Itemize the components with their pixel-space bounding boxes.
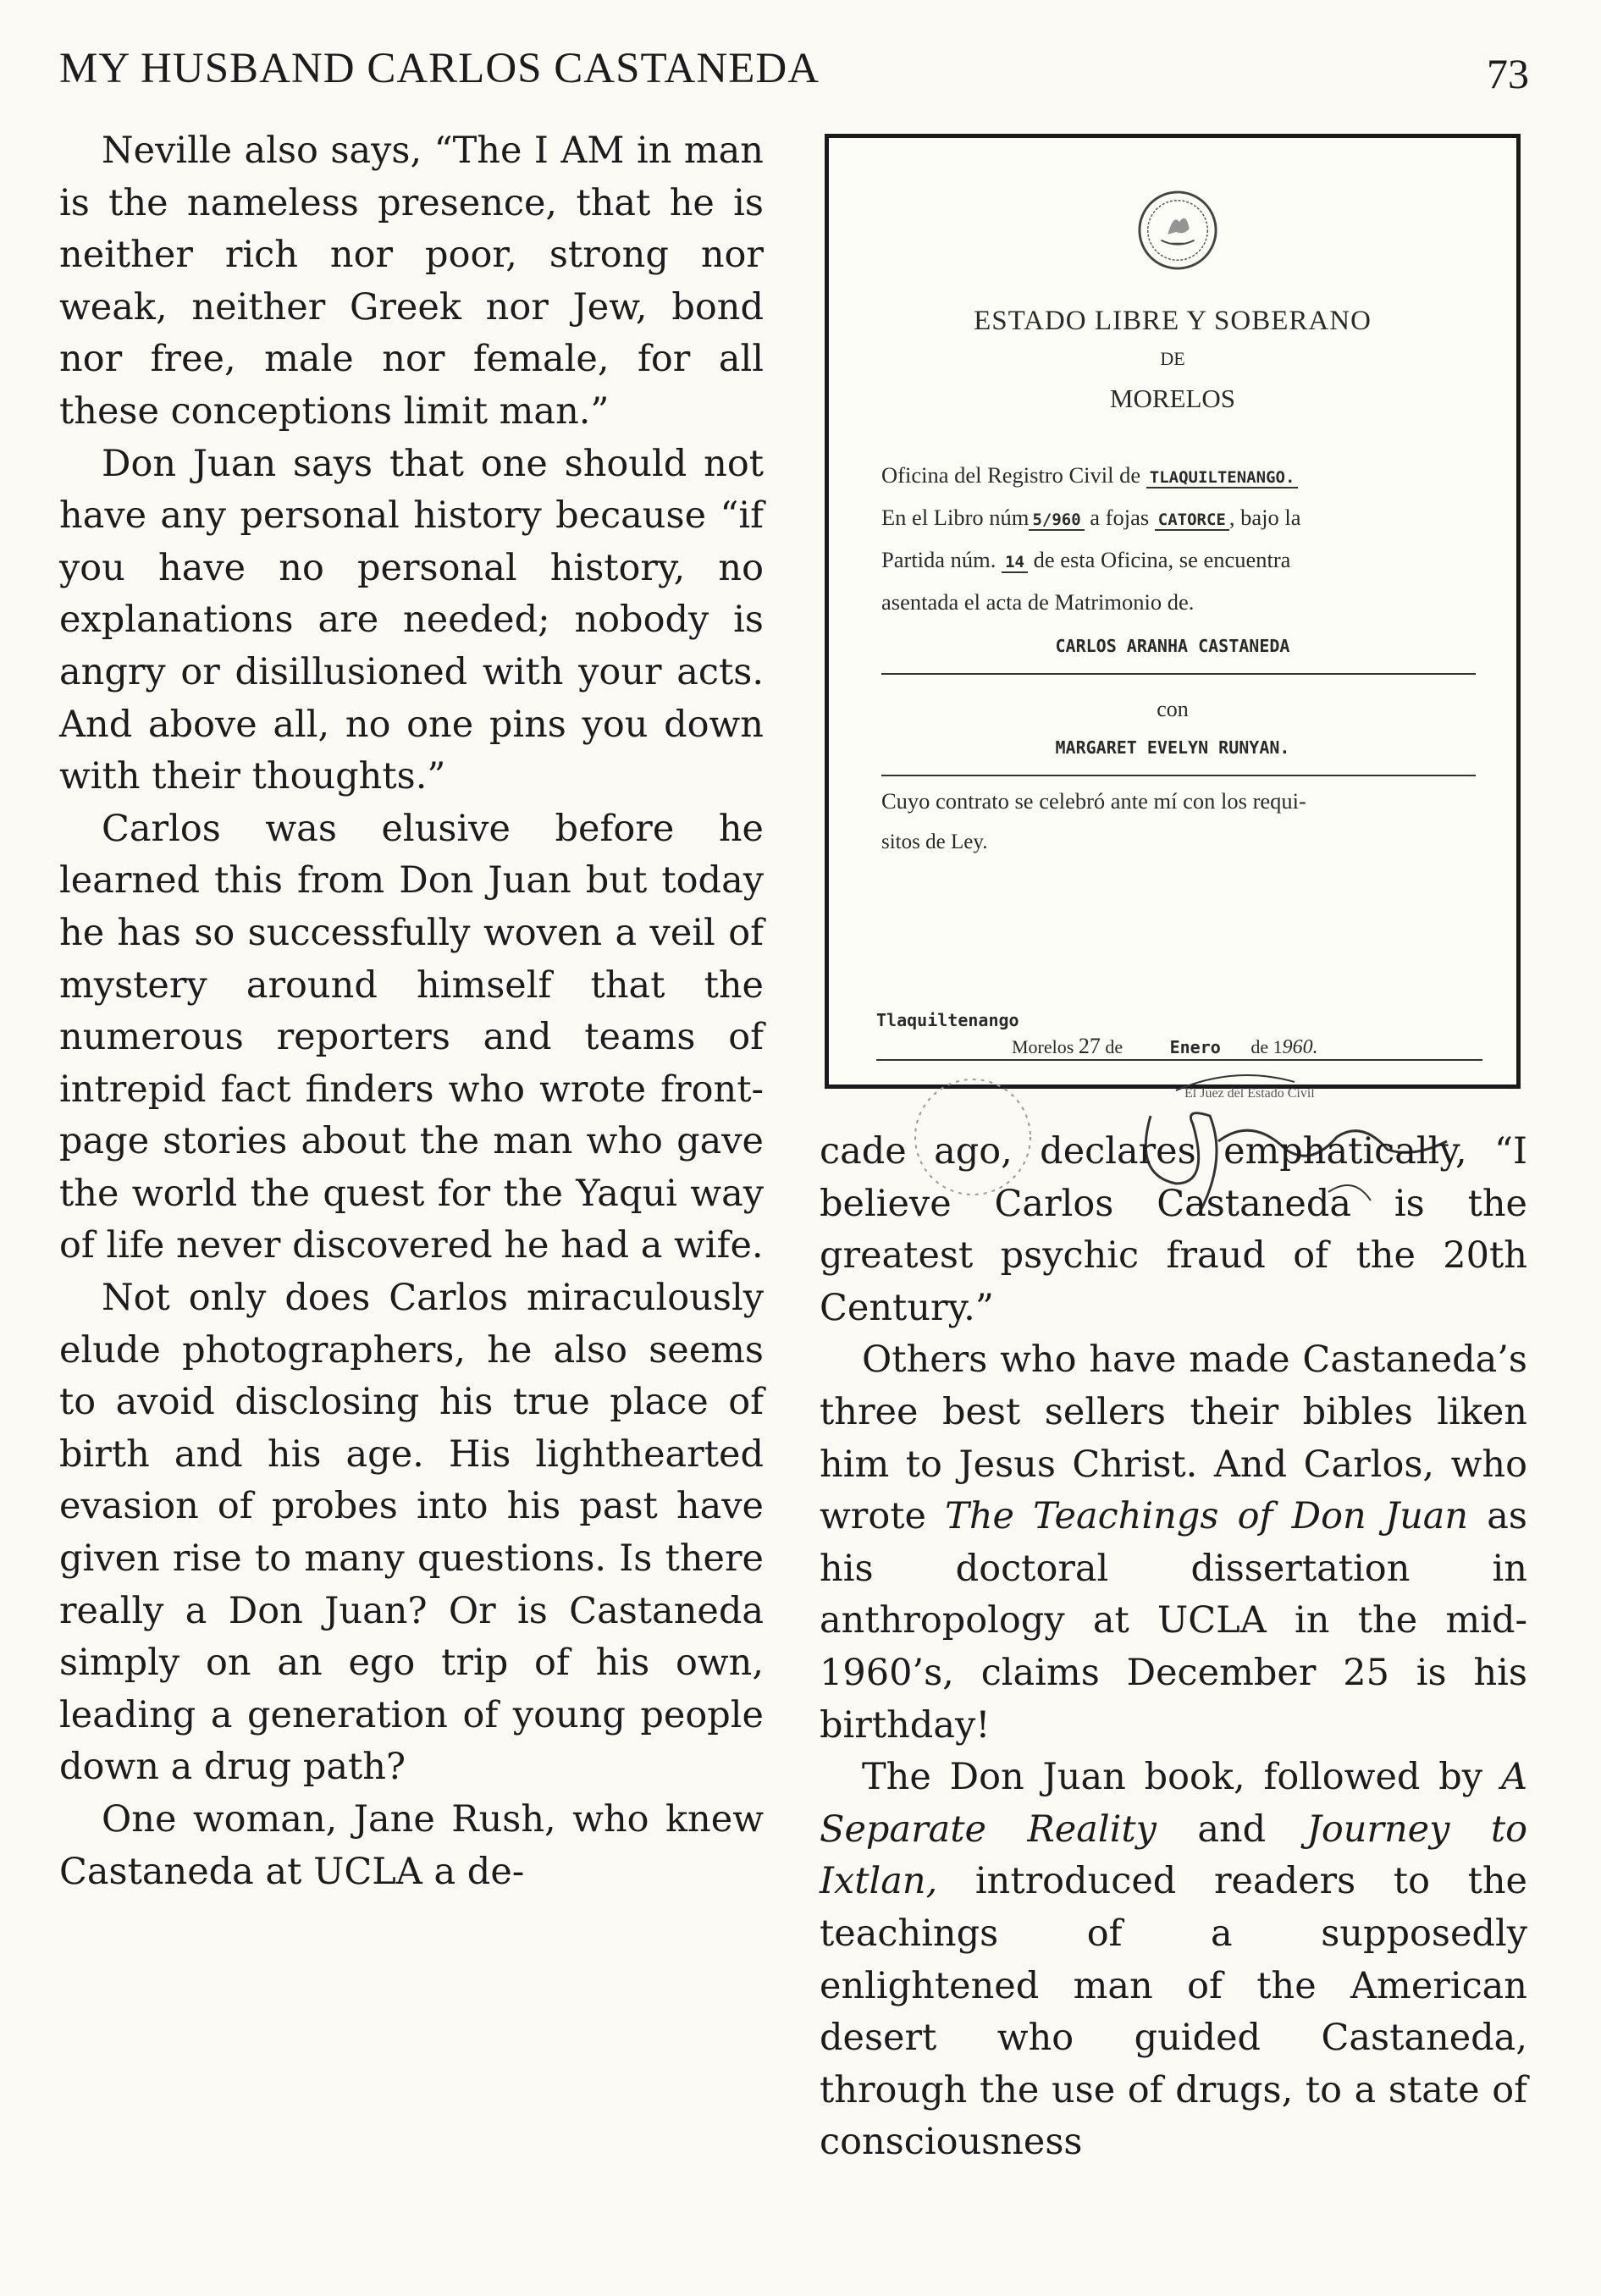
text-span: and — [1156, 1808, 1307, 1851]
office-label: Oficina del Registro Civil de — [881, 462, 1141, 488]
paragraph: Carlos was elusive before he learned this from Don Juan but today he has so successfully woven a veil of mystery around himself that the numerous reporters and teams of intrepid fact finders who wrote front-page stories about the man who gave the world the quest for the Yaqui way of life never discovered he had a wife. — [59, 807, 764, 1267]
book-title: A Separate Reality — [820, 1756, 1527, 1851]
paragraph — [820, 1752, 1527, 2169]
certificate-state-name: MORELOS — [1109, 384, 1236, 413]
certificate-office-line — [881, 462, 1474, 488]
paragraph: Don Juan says that one should not have any personal history because “if you have no personal history, no explanations are needed; nobody is angry or disillusioned with your acts. And above all, no one pins you down with their thoughts.” — [59, 442, 764, 798]
text-span: Others who have made Castaneda’s three best sellers their bibles liken him to Jesus Christ. And Carlos, who wrote — [820, 1338, 1527, 1538]
month: Enero — [1169, 1037, 1221, 1057]
certificate-acta-line: asentada el acta de Matrimonio de. — [881, 589, 1195, 615]
text-span: The Don Juan book, followed by — [862, 1756, 1501, 1799]
judge-label: El Juez del Estado Civil — [1184, 1086, 1315, 1101]
contract-line-2: sitos de Ley. — [881, 831, 988, 853]
text-span: as his doctoral dissertation in anthropology at UCLA in the mid-1960’s, claims December 25 is his birthday! — [820, 1495, 1527, 1747]
paragraph: Neville also says, “The I AM in man is the nameless presence, that he is neither rich nor poor, strong nor weak, neither Greek nor Jew, bond nor free, male nor female, for all these conceptions limit man.” — [59, 130, 764, 433]
bajo-label: , bajo la — [1228, 505, 1301, 530]
left-column — [59, 125, 764, 1898]
paragraph: cade ago, declares emphatically, “I believe Carlos Castaneda is the greatest psychic fraud of the 20th Century.” — [820, 1130, 1527, 1329]
seal-icon — [1136, 189, 1219, 272]
con-label: con — [1157, 697, 1189, 721]
certificate-de: DE — [1160, 348, 1185, 369]
page-number: 73 — [1487, 50, 1529, 97]
day: 27 — [1078, 1034, 1101, 1058]
morelos-label: Morelos — [1012, 1036, 1074, 1057]
office-place: TLAQUILTENANGO. — [1146, 469, 1299, 488]
certificate-partida-line — [881, 547, 1474, 573]
paragraph: One woman, Jane Rush, who knew Castaneda at UCLA a de- — [59, 1798, 764, 1893]
right-column — [820, 1126, 1527, 2169]
groom-name: CARLOS ARANHA CASTANEDA — [1055, 636, 1290, 656]
paragraph: Not only does Carlos miraculously elude photographers, he also seems to avoid disclosing his true place of birth and his age. His lighthearted evasion of probes into his past have given rise to many questions. Is there really a Don Juan? Or is Castaneda simply on an ego trip of his own, leading a generation of young people down a drug path? — [59, 1277, 764, 1789]
certificate-state-line: ESTADO LIBRE Y SOBERANO — [974, 306, 1372, 336]
divider — [881, 673, 1476, 675]
fojas-value: CATORCE — [1155, 511, 1229, 531]
paragraph — [820, 1334, 1527, 1752]
place-typed: Tlaquiltenango — [876, 1010, 1019, 1030]
book-number: 5/960 — [1029, 511, 1084, 531]
book-title: The Teachings of Don Juan — [945, 1495, 1469, 1538]
partida-suffix: de esta Oficina, se encuentra — [1033, 547, 1291, 572]
divider — [881, 775, 1476, 776]
de-label: de — [1105, 1036, 1123, 1057]
marriage-certificate — [825, 134, 1521, 1101]
running-head: MY HUSBAND CARLOS CASTANEDA — [59, 45, 820, 92]
text-span: introduced readers to the teachings of a supposedly enlightened man of the American desert who guided Castaneda, through the use of drugs, to a state of consciousness — [820, 1860, 1527, 2164]
contract-line-1: Cuyo contrato se celebró ante mí con los requi- — [881, 788, 1306, 814]
partida-label: Partida núm. — [881, 547, 996, 572]
certificate-book-line — [881, 505, 1474, 531]
partida-number: 14 — [1002, 554, 1028, 573]
book-label: En el Libro núm — [881, 505, 1030, 530]
book-title: Journey to Ixtlan, — [820, 1808, 1527, 1903]
bride-name: MARGARET EVELYN RUNYAN. — [1055, 737, 1290, 758]
year-handwritten: 960. — [1282, 1036, 1318, 1058]
fojas-label: a fojas — [1090, 505, 1150, 530]
year-prefix: de 1 — [1250, 1036, 1283, 1057]
